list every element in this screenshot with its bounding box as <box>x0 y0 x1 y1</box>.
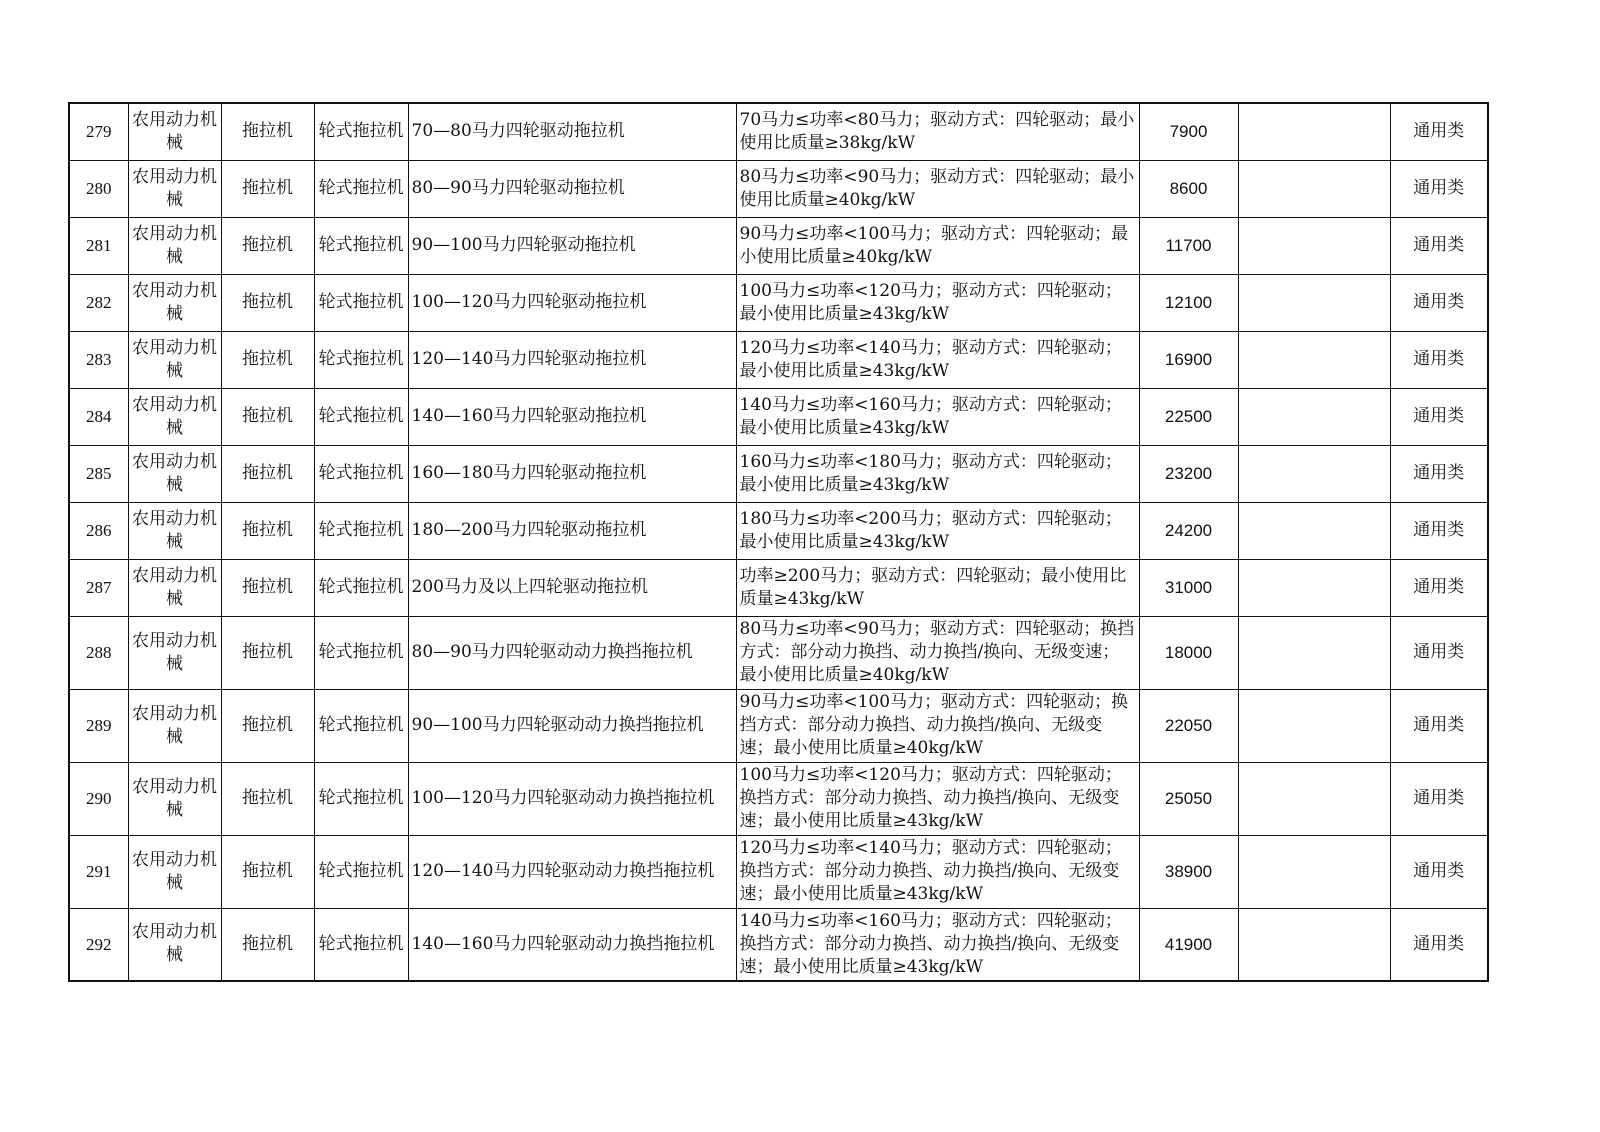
item-cell: 轮式拖拉机 <box>314 274 408 331</box>
amount-cell: 41900 <box>1139 908 1238 981</box>
product-name-cell: 100—120马力四轮驱动动力换挡拖拉机 <box>408 762 736 835</box>
type-cell: 通用类 <box>1390 445 1488 502</box>
product-name-cell: 80—90马力四轮驱动拖拉机 <box>408 160 736 217</box>
type-cell: 通用类 <box>1390 388 1488 445</box>
category-cell: 农用动力机械 <box>128 160 221 217</box>
category-cell: 农用动力机械 <box>128 762 221 835</box>
product-name-cell: 180—200马力四轮驱动拖拉机 <box>408 502 736 559</box>
subcategory-cell: 拖拉机 <box>221 217 314 274</box>
table-row <box>69 616 1488 689</box>
spec-cell: 70马力≤功率<80马力；驱动方式：四轮驱动；最小使用比质量≥38kg/kW <box>736 103 1139 160</box>
table-row <box>69 388 1488 445</box>
row-number: 284 <box>69 388 128 445</box>
note-cell <box>1238 331 1390 388</box>
note-cell <box>1238 835 1390 908</box>
category-cell: 农用动力机械 <box>128 616 221 689</box>
subcategory-cell: 拖拉机 <box>221 762 314 835</box>
table-row <box>69 160 1488 217</box>
category-cell: 农用动力机械 <box>128 274 221 331</box>
note-cell <box>1238 689 1390 762</box>
amount-cell: 16900 <box>1139 331 1238 388</box>
item-cell: 轮式拖拉机 <box>314 331 408 388</box>
item-cell: 轮式拖拉机 <box>314 217 408 274</box>
spec-cell: 100马力≤功率<120马力；驱动方式：四轮驱动；最小使用比质量≥43kg/kW <box>736 274 1139 331</box>
item-cell: 轮式拖拉机 <box>314 762 408 835</box>
category-cell: 农用动力机械 <box>128 908 221 981</box>
type-cell: 通用类 <box>1390 762 1488 835</box>
row-number: 287 <box>69 559 128 616</box>
amount-cell: 24200 <box>1139 502 1238 559</box>
spec-cell: 80马力≤功率<90马力；驱动方式：四轮驱动；换挡方式：部分动力换挡、动力换挡/换向、无级变速；最小使用比质量≥40kg/kW <box>736 616 1139 689</box>
spec-cell: 120马力≤功率<140马力；驱动方式：四轮驱动；最小使用比质量≥43kg/kW <box>736 331 1139 388</box>
note-cell <box>1238 616 1390 689</box>
type-cell: 通用类 <box>1390 689 1488 762</box>
table-row <box>69 908 1488 981</box>
product-name-cell: 160—180马力四轮驱动拖拉机 <box>408 445 736 502</box>
product-name-cell: 80—90马力四轮驱动动力换挡拖拉机 <box>408 616 736 689</box>
row-number: 280 <box>69 160 128 217</box>
subcategory-cell: 拖拉机 <box>221 160 314 217</box>
category-cell: 农用动力机械 <box>128 445 221 502</box>
item-cell: 轮式拖拉机 <box>314 160 408 217</box>
product-name-cell: 120—140马力四轮驱动动力换挡拖拉机 <box>408 835 736 908</box>
spec-cell: 120马力≤功率<140马力；驱动方式：四轮驱动；换挡方式：部分动力换挡、动力换挡/换向、无级变速；最小使用比质量≥43kg/kW <box>736 835 1139 908</box>
amount-cell: 31000 <box>1139 559 1238 616</box>
spec-cell: 140马力≤功率<160马力；驱动方式：四轮驱动；最小使用比质量≥43kg/kW <box>736 388 1139 445</box>
row-number: 288 <box>69 616 128 689</box>
note-cell <box>1238 908 1390 981</box>
row-number: 281 <box>69 217 128 274</box>
product-name-cell: 140—160马力四轮驱动拖拉机 <box>408 388 736 445</box>
type-cell: 通用类 <box>1390 502 1488 559</box>
item-cell: 轮式拖拉机 <box>314 388 408 445</box>
subcategory-cell: 拖拉机 <box>221 559 314 616</box>
subsidy-table <box>68 102 1489 982</box>
amount-cell: 22050 <box>1139 689 1238 762</box>
product-name-cell: 100—120马力四轮驱动拖拉机 <box>408 274 736 331</box>
amount-cell: 18000 <box>1139 616 1238 689</box>
item-cell: 轮式拖拉机 <box>314 103 408 160</box>
subcategory-cell: 拖拉机 <box>221 274 314 331</box>
category-cell: 农用动力机械 <box>128 331 221 388</box>
amount-cell: 25050 <box>1139 762 1238 835</box>
row-number: 291 <box>69 835 128 908</box>
table-row <box>69 762 1488 835</box>
spec-cell: 90马力≤功率<100马力；驱动方式：四轮驱动；最小使用比质量≥40kg/kW <box>736 217 1139 274</box>
category-cell: 农用动力机械 <box>128 502 221 559</box>
row-number: 279 <box>69 103 128 160</box>
subcategory-cell: 拖拉机 <box>221 502 314 559</box>
item-cell: 轮式拖拉机 <box>314 689 408 762</box>
note-cell <box>1238 559 1390 616</box>
type-cell: 通用类 <box>1390 616 1488 689</box>
spec-cell: 80马力≤功率<90马力；驱动方式：四轮驱动；最小使用比质量≥40kg/kW <box>736 160 1139 217</box>
type-cell: 通用类 <box>1390 331 1488 388</box>
product-name-cell: 90—100马力四轮驱动拖拉机 <box>408 217 736 274</box>
item-cell: 轮式拖拉机 <box>314 835 408 908</box>
spec-cell: 100马力≤功率<120马力；驱动方式：四轮驱动；换挡方式：部分动力换挡、动力换挡/换向、无级变速；最小使用比质量≥43kg/kW <box>736 762 1139 835</box>
subcategory-cell: 拖拉机 <box>221 616 314 689</box>
subcategory-cell: 拖拉机 <box>221 331 314 388</box>
subcategory-cell: 拖拉机 <box>221 445 314 502</box>
row-number: 286 <box>69 502 128 559</box>
spec-cell: 90马力≤功率<100马力；驱动方式：四轮驱动；换挡方式：部分动力换挡、动力换挡/换向、无级变速；最小使用比质量≥40kg/kW <box>736 689 1139 762</box>
type-cell: 通用类 <box>1390 217 1488 274</box>
amount-cell: 11700 <box>1139 217 1238 274</box>
row-number: 290 <box>69 762 128 835</box>
row-number: 282 <box>69 274 128 331</box>
table-row <box>69 835 1488 908</box>
product-name-cell: 70—80马力四轮驱动拖拉机 <box>408 103 736 160</box>
amount-cell: 12100 <box>1139 274 1238 331</box>
table-row <box>69 217 1488 274</box>
item-cell: 轮式拖拉机 <box>314 445 408 502</box>
product-name-cell: 140—160马力四轮驱动动力换挡拖拉机 <box>408 908 736 981</box>
category-cell: 农用动力机械 <box>128 559 221 616</box>
note-cell <box>1238 274 1390 331</box>
type-cell: 通用类 <box>1390 160 1488 217</box>
table-row <box>69 502 1488 559</box>
table-row <box>69 559 1488 616</box>
subcategory-cell: 拖拉机 <box>221 835 314 908</box>
table-row <box>69 331 1488 388</box>
row-number: 292 <box>69 908 128 981</box>
note-cell <box>1238 502 1390 559</box>
amount-cell: 8600 <box>1139 160 1238 217</box>
product-name-cell: 200马力及以上四轮驱动拖拉机 <box>408 559 736 616</box>
type-cell: 通用类 <box>1390 835 1488 908</box>
subcategory-cell: 拖拉机 <box>221 388 314 445</box>
table-row <box>69 274 1488 331</box>
type-cell: 通用类 <box>1390 274 1488 331</box>
subcategory-cell: 拖拉机 <box>221 103 314 160</box>
item-cell: 轮式拖拉机 <box>314 616 408 689</box>
item-cell: 轮式拖拉机 <box>314 502 408 559</box>
spec-cell: 功率≥200马力；驱动方式：四轮驱动；最小使用比质量≥43kg/kW <box>736 559 1139 616</box>
spec-cell: 180马力≤功率<200马力；驱动方式：四轮驱动；最小使用比质量≥43kg/kW <box>736 502 1139 559</box>
category-cell: 农用动力机械 <box>128 217 221 274</box>
amount-cell: 38900 <box>1139 835 1238 908</box>
subcategory-cell: 拖拉机 <box>221 908 314 981</box>
amount-cell: 7900 <box>1139 103 1238 160</box>
spec-cell: 160马力≤功率<180马力；驱动方式：四轮驱动；最小使用比质量≥43kg/kW <box>736 445 1139 502</box>
type-cell: 通用类 <box>1390 908 1488 981</box>
row-number: 289 <box>69 689 128 762</box>
type-cell: 通用类 <box>1390 559 1488 616</box>
row-number: 285 <box>69 445 128 502</box>
category-cell: 农用动力机械 <box>128 103 221 160</box>
category-cell: 农用动力机械 <box>128 689 221 762</box>
table-row <box>69 689 1488 762</box>
note-cell <box>1238 445 1390 502</box>
item-cell: 轮式拖拉机 <box>314 908 408 981</box>
spec-cell: 140马力≤功率<160马力；驱动方式：四轮驱动；换挡方式：部分动力换挡、动力换挡/换向、无级变速；最小使用比质量≥43kg/kW <box>736 908 1139 981</box>
note-cell <box>1238 217 1390 274</box>
type-cell: 通用类 <box>1390 103 1488 160</box>
table-row <box>69 445 1488 502</box>
item-cell: 轮式拖拉机 <box>314 559 408 616</box>
row-number: 283 <box>69 331 128 388</box>
product-name-cell: 90—100马力四轮驱动动力换挡拖拉机 <box>408 689 736 762</box>
category-cell: 农用动力机械 <box>128 835 221 908</box>
product-name-cell: 120—140马力四轮驱动拖拉机 <box>408 331 736 388</box>
table-row <box>69 103 1488 160</box>
note-cell <box>1238 762 1390 835</box>
note-cell <box>1238 160 1390 217</box>
amount-cell: 22500 <box>1139 388 1238 445</box>
note-cell <box>1238 388 1390 445</box>
subcategory-cell: 拖拉机 <box>221 689 314 762</box>
category-cell: 农用动力机械 <box>128 388 221 445</box>
amount-cell: 23200 <box>1139 445 1238 502</box>
note-cell <box>1238 103 1390 160</box>
